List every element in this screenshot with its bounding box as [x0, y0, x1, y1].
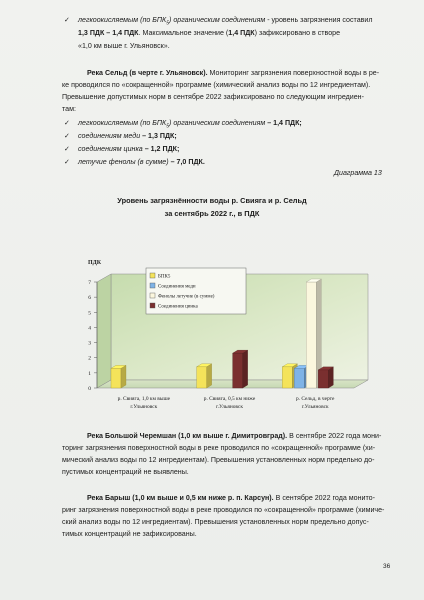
- item-label: летучие фенолы (в сумме): [78, 158, 169, 166]
- paragraph-line: [87, 494, 375, 503]
- subscript: 5: [166, 20, 169, 27]
- legend-swatch: [150, 303, 155, 308]
- paragraph-line: Превышение допустимых норм в сентябре 2022 зафиксировано по следующим ингредиен-: [62, 93, 364, 101]
- bar: [282, 367, 292, 388]
- chart-subtitle: за сентябрь 2022 г., в ПДК: [164, 209, 260, 218]
- chart-legend: [146, 268, 246, 314]
- paragraph-line: там:: [62, 105, 76, 113]
- y-tick-label: 6: [88, 295, 91, 302]
- x-tick-label: р. Свияга, 1,0 км выше: [117, 396, 171, 402]
- legend-label: Фенолы летучие (в сумме): [158, 294, 215, 300]
- legend-swatch: [150, 293, 155, 298]
- y-axis-label: ПДК: [88, 260, 102, 266]
- value-text: 1,3 ПДК – 1,4 ПДК: [78, 29, 139, 37]
- x-tick-label: г.Ульяновск: [301, 404, 329, 410]
- bullet-text: - уровень загрязнения составил: [265, 16, 373, 24]
- x-tick-label: г.Ульяновск: [130, 404, 158, 410]
- bar-side: [121, 365, 126, 388]
- text: В сентябре 2022 года монито-: [273, 494, 375, 502]
- y-tick-label: 7: [88, 280, 91, 286]
- text: ) зафиксировано в створе: [254, 29, 341, 37]
- bar: [233, 353, 243, 388]
- legend-label: БПК5: [158, 274, 171, 280]
- check-bullet-icon: ✓: [64, 17, 70, 24]
- section-heading: Река Сельд (в черте г. Ульяновск).: [87, 69, 208, 77]
- x-tick-label: р. Свияга, 0,5 км ниже: [203, 396, 256, 402]
- item-label: легкоокисляемым (по БПК: [78, 119, 167, 127]
- bar: [197, 367, 207, 388]
- legend-label: Соединения меди: [158, 284, 196, 290]
- paragraph-line: мический анализ воды по 12 ингредиентам). Превышения установленных норм предельно до-: [62, 456, 375, 464]
- paragraph-line: ке проводился по «сокращенной» программе (химический анализ воды по 12 ингредиентам).: [62, 81, 371, 89]
- bar-side: [207, 364, 212, 388]
- item-value: – 1,3 ПДК;: [140, 132, 177, 140]
- paragraph-line: [87, 432, 381, 441]
- subscript: 5: [166, 123, 169, 130]
- y-tick-label: 1: [88, 370, 91, 377]
- y-tick-label: 2: [88, 355, 91, 362]
- legend-label: Соединения цинка: [158, 304, 198, 310]
- y-tick-label: 3: [88, 340, 91, 347]
- x-tick-label: г.Ульяновск: [216, 404, 243, 410]
- text: Мониторинг загрязнения поверхностной воды в ре-: [207, 69, 380, 77]
- bar: [306, 282, 316, 388]
- paragraph-line: тимых концентраций не зафиксированы.: [62, 530, 197, 538]
- legend-swatch: [150, 273, 155, 278]
- paragraph-line: ринг загрязнения поверхностной воды в реке проводился по «сокращенной» программе (химиче-: [62, 506, 385, 514]
- paragraph-line: ский анализ воды по 12 ингредиентам). Превышения установленных норм предельно допус-: [62, 518, 369, 526]
- check-bullet-icon: ✓: [64, 159, 70, 166]
- chart-side-wall: [97, 274, 111, 388]
- y-tick-label: 0: [88, 386, 91, 392]
- bar: [111, 368, 121, 388]
- item-label: соединениям цинка: [78, 145, 143, 153]
- page-number: 36: [383, 563, 391, 570]
- check-bullet-icon: ✓: [64, 146, 70, 153]
- item-label: ) органическим соединениям: [169, 119, 266, 127]
- value-text: 1,4 ПДК: [228, 29, 255, 37]
- item-label: соединениям меди: [78, 132, 141, 140]
- legend-swatch: [150, 283, 155, 288]
- section-heading: Река Большой Черемшан (1,0 км выше г. Димитровград).: [87, 432, 288, 440]
- text: . Максимальное значение (: [138, 29, 229, 37]
- text: В сентябре 2022 года мони-: [287, 432, 382, 440]
- bar-side: [328, 367, 333, 388]
- x-tick-label: р. Сельд, в черте: [295, 396, 335, 402]
- section-heading: Река Барыш (1,0 км выше и 0,5 км ниже р. п. Карсун).: [87, 494, 274, 502]
- bar: [318, 370, 328, 388]
- item-value: – 7,0 ПДК.: [168, 158, 205, 166]
- item-value: – 1,4 ПДК;: [265, 119, 302, 127]
- bullet-text: легкоокисляемым (по БПК: [78, 16, 167, 24]
- diagram-label: Диаграмма 13: [334, 169, 382, 177]
- check-bullet-icon: ✓: [64, 120, 70, 127]
- chart-title: Уровень загрязнённости воды р. Свияга и р. Сельд: [117, 196, 307, 205]
- bullet-text: ) органическим соединениям: [169, 16, 266, 24]
- paragraph-line: «1,0 км выше г. Ульяновск».: [78, 42, 170, 50]
- check-bullet-icon: ✓: [64, 133, 70, 140]
- item-value: – 1,2 ПДК;: [142, 145, 180, 153]
- y-tick-label: 5: [88, 310, 91, 317]
- y-tick-label: 4: [88, 325, 91, 332]
- paragraph-line: пустимых концентраций не выявлены.: [62, 468, 189, 476]
- bar-side: [243, 350, 248, 388]
- bar: [294, 368, 304, 388]
- paragraph-line: торинг загрязнения поверхностной воды в реке проводился по «сокращенной» программе (хи-: [62, 444, 376, 452]
